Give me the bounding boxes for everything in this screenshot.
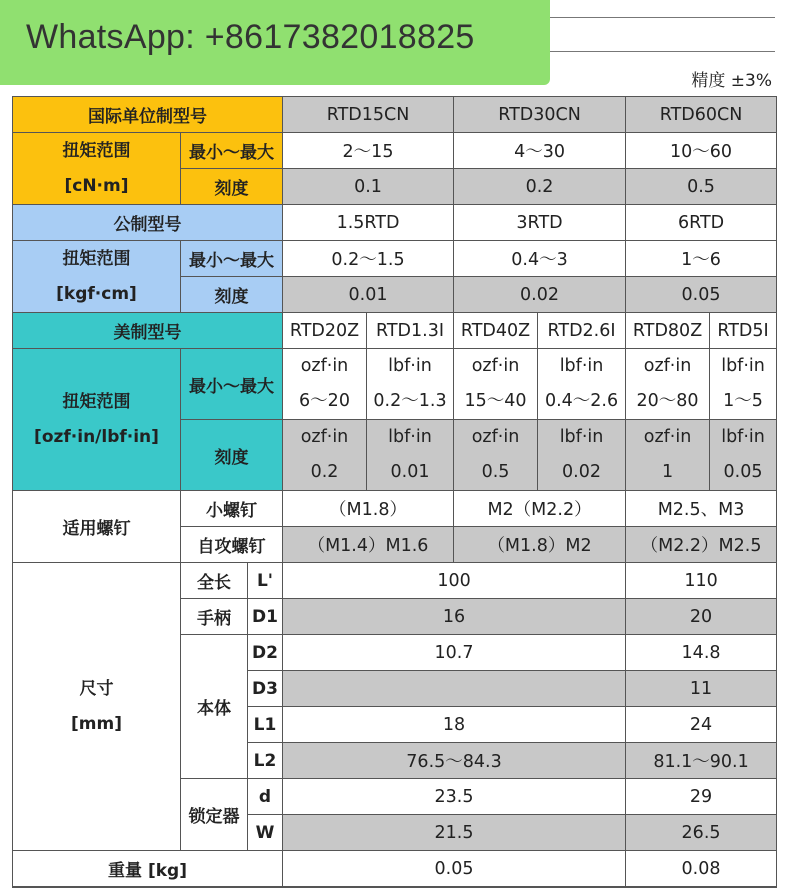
table-row — [13, 241, 777, 277]
range-cell: lbf·in 1～5 — [710, 349, 777, 420]
model-cell: 1.5RTD — [283, 205, 454, 241]
table-row — [13, 851, 777, 888]
table-row — [13, 97, 777, 133]
screw-cell: （M1.8）M2 — [454, 527, 626, 563]
body-label: 本体 — [181, 635, 248, 779]
range-cell: 1～6 — [626, 241, 777, 277]
dim-cell: 21.5 — [283, 815, 626, 851]
scale-cell: 0.2 — [454, 169, 626, 205]
screw-cell: M2（M2.2） — [454, 491, 626, 527]
dim-code: D1 — [248, 599, 283, 635]
table-row — [13, 563, 777, 599]
dim-cell: 23.5 — [283, 779, 626, 815]
screw-cell: （M1.4）M1.6 — [283, 527, 454, 563]
dim-cell: 24 — [626, 707, 777, 743]
min-max-label: 最小～最大 — [181, 349, 283, 420]
min-max-label: 最小～最大 — [181, 133, 283, 169]
spec-table — [12, 96, 777, 888]
whatsapp-badge — [0, 0, 550, 85]
dim-code: D2 — [248, 635, 283, 671]
model-cell: RTD2.6I — [538, 313, 626, 349]
table-row — [13, 205, 777, 241]
top-rule — [545, 17, 775, 18]
table-row — [13, 491, 777, 527]
us-model-label: 美制型号 — [13, 313, 283, 349]
range-cell: 4～30 — [454, 133, 626, 169]
top-rule — [545, 51, 775, 52]
dim-code: d — [248, 779, 283, 815]
screw-cell: （M2.2）M2.5 — [626, 527, 777, 563]
dim-cell: 26.5 — [626, 815, 777, 851]
scale-cell: lbf·in 0.05 — [710, 420, 777, 491]
scale-cell: lbf·in 0.01 — [367, 420, 454, 491]
dim-code: L2 — [248, 743, 283, 779]
scale-cell: 0.01 — [283, 277, 454, 313]
weight-cell: 0.05 — [283, 851, 626, 888]
intl-model-label: 国际单位制型号 — [13, 97, 283, 133]
total-length-label: 全长 — [181, 563, 248, 599]
scale-cell: ozf·in 0.5 — [454, 420, 538, 491]
table-row — [13, 349, 777, 420]
scale-cell: ozf·in 0.2 — [283, 420, 367, 491]
torque-range-kgf-label: 扭矩范围 [kgf·cm] — [13, 241, 181, 313]
table-row — [13, 313, 777, 349]
model-cell: RTD80Z — [626, 313, 710, 349]
dim-code: L1 — [248, 707, 283, 743]
dim-cell: 29 — [626, 779, 777, 815]
range-cell: ozf·in 15～40 — [454, 349, 538, 420]
model-cell: 6RTD — [626, 205, 777, 241]
range-cell: lbf·in 0.4～2.6 — [538, 349, 626, 420]
range-cell: lbf·in 0.2～1.3 — [367, 349, 454, 420]
range-cell: ozf·in 6～20 — [283, 349, 367, 420]
metric-model-label: 公制型号 — [13, 205, 283, 241]
small-screw-label: 小螺钉 — [181, 491, 283, 527]
dim-cell: 110 — [626, 563, 777, 599]
screw-cell: （M1.8） — [283, 491, 454, 527]
scale-cell: 0.5 — [626, 169, 777, 205]
accuracy-note: 精度 ±3% — [691, 71, 772, 91]
scale-label: 刻度 — [181, 420, 283, 491]
scale-cell: lbf·in 0.02 — [538, 420, 626, 491]
model-cell: RTD20Z — [283, 313, 367, 349]
scale-cell: 0.1 — [283, 169, 454, 205]
model-cell: RTD30CN — [454, 97, 626, 133]
handle-label: 手柄 — [181, 599, 248, 635]
min-max-label: 最小～最大 — [181, 241, 283, 277]
dim-cell: 81.1～90.1 — [626, 743, 777, 779]
dim-cell-empty — [283, 671, 626, 707]
dim-cell: 100 — [283, 563, 626, 599]
weight-cell: 0.08 — [626, 851, 777, 888]
scale-cell: 0.05 — [626, 277, 777, 313]
dim-cell: 16 — [283, 599, 626, 635]
dim-cell: 20 — [626, 599, 777, 635]
dim-cell: 11 — [626, 671, 777, 707]
model-cell: RTD5I — [710, 313, 777, 349]
range-cell: 10～60 — [626, 133, 777, 169]
torque-range-ozf-label: 扭矩范围 [ozf·in/lbf·in] — [13, 349, 181, 491]
range-cell: 2～15 — [283, 133, 454, 169]
dim-code: W — [248, 815, 283, 851]
screw-label: 适用螺钉 — [13, 491, 181, 563]
weight-label: 重量 [kg] — [13, 851, 283, 888]
dim-code: D3 — [248, 671, 283, 707]
screw-cell: M2.5、M3 — [626, 491, 777, 527]
model-cell: 3RTD — [454, 205, 626, 241]
scale-cell: 0.02 — [454, 277, 626, 313]
dimension-label: 尺寸 [mm] — [13, 563, 181, 851]
range-cell: 0.2～1.5 — [283, 241, 454, 277]
scale-label: 刻度 — [181, 277, 283, 313]
range-cell: ozf·in 20～80 — [626, 349, 710, 420]
tapping-screw-label: 自攻螺钉 — [181, 527, 283, 563]
dim-cell: 18 — [283, 707, 626, 743]
scale-label: 刻度 — [181, 169, 283, 205]
dim-cell: 10.7 — [283, 635, 626, 671]
model-cell: RTD60CN — [626, 97, 777, 133]
scale-cell: ozf·in 1 — [626, 420, 710, 491]
dim-cell: 76.5～84.3 — [283, 743, 626, 779]
dim-cell: 14.8 — [626, 635, 777, 671]
range-cell: 0.4～3 — [454, 241, 626, 277]
table-row — [13, 133, 777, 169]
dim-code: L' — [248, 563, 283, 599]
model-cell: RTD40Z — [454, 313, 538, 349]
model-cell: RTD15CN — [283, 97, 454, 133]
torque-range-cnm-label: 扭矩范围 [cN·m] — [13, 133, 181, 205]
model-cell: RTD1.3I — [367, 313, 454, 349]
whatsapp-text: WhatsApp: +8617382018825 — [26, 18, 475, 56]
lock-label: 锁定器 — [181, 779, 248, 851]
